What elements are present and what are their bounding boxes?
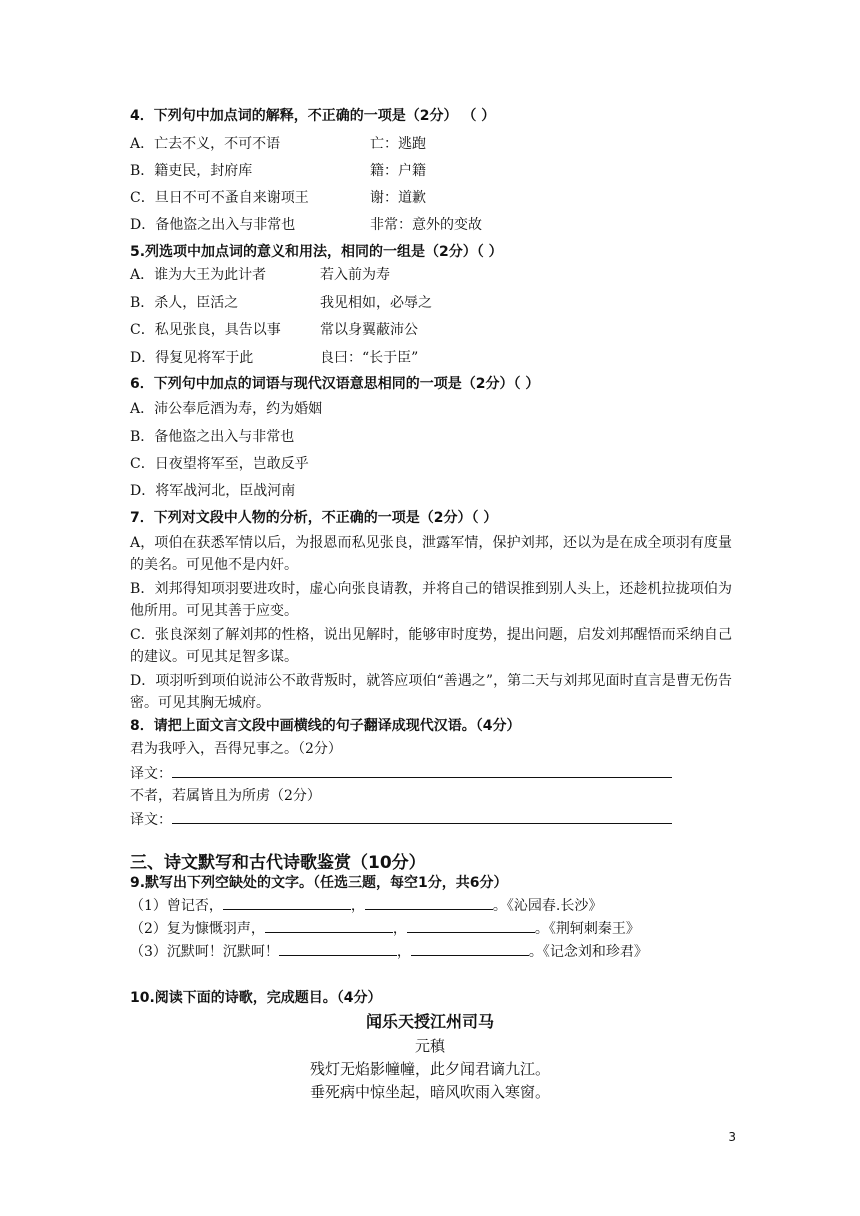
q9-item-2-prefix: （2）复为慷慨羽声， [130,921,265,937]
q4-option-b: B．籍吏民，封府库 [130,163,253,179]
q9-item-3-comma: ， [396,944,411,960]
q9-item-1-blank-b[interactable] [365,895,493,910]
q9-item-3-prefix: （3）沉默呵！沉默呵！ [130,944,279,960]
q9-item-2-blank-a[interactable] [265,918,393,933]
q9-item-1-comma: ， [350,898,365,914]
q4-option-c-gloss: 谢：道歉 [370,190,426,206]
q6-heading: 6．下列句中加点的词语与现代汉语意思相同的一项是（2分）（ ） [130,376,540,392]
q5-option-c-pair: 常以身翼蔽沛公 [320,322,418,338]
q10-heading: 10.阅读下面的诗歌，完成题目。（4分） [130,990,382,1006]
q5-option-b-pair: 我见相如，必辱之 [320,295,432,311]
q7-option-b: B．刘邦得知项羽要进攻时，虚心向张良请教，并将自己的错误推到别人头上，还趁机拉拢项伯为他所用。可见其善于应变。 [130,581,732,619]
q9-item-2-comma: ， [392,921,407,937]
q5-option-a-pair: 若入前为寿 [320,267,390,283]
q8-sentence-2: 不者，若属皆且为所虏（2分） [130,788,321,804]
section-3-title: 三、诗文默写和古代诗歌鉴赏（10分） [130,853,426,873]
q7-heading: 7．下列对文段中人物的分析，不正确的一项是（2分）（ ） [130,510,498,526]
poem-line-2: 垂死病中惊坐起，暗风吹雨入寒窗。 [309,1083,550,1101]
q4-option-a: A．亡去不义，不可不语 [130,136,281,152]
q9-heading: 9.默写出下列空缺处的文字。（任选三题，每空1分，共6分） [130,875,508,891]
q9-item-3-blank-a[interactable] [279,941,397,956]
q4-heading: 4．下列句中加点词的解释，不正确的一项是（2分） （ ） [130,108,496,124]
q6-option-a: A．沛公奉卮酒为寿，约为婚姻 [130,401,323,417]
q5-option-d: D．得复见将军于此 [130,350,254,366]
q9-item-2 [130,918,640,939]
q4-option-d-gloss: 非常：意外的变故 [370,217,482,233]
q9-item-1-source: 。《沁园春.长沙》 [492,898,603,914]
q7-option-a: A，项伯在获悉军情以后，为报恩而私见张良，泄露军情，保护刘邦，还以为是在成全项羽有度量的美名。可见他不是内奸。 [130,535,732,573]
q9-item-1 [130,895,602,916]
q8-translation-row-1 [130,763,672,784]
q4-option-a-gloss: 亡：逃跑 [370,136,426,152]
q8-translation-label-2: 译文： [130,812,172,828]
q9-item-3-source: 。《记念刘和珍君》 [528,944,648,960]
q8-sentence-1: 君为我呼入，吾得兄事之。（2分） [130,741,342,757]
q5-option-d-pair: 良曰：“长于臣” [320,350,419,366]
q5-heading: 5.列选项中加点词的意义和用法，相同的一组是（2分）（ ） [130,244,503,260]
q6-option-c: C．日夜望将军至，岂敢反乎 [130,456,309,472]
poem-title: 闻乐天授江州司马 [365,1012,494,1031]
q8-translation-blank-2[interactable] [172,809,672,824]
poem-author: 元稹 [414,1037,445,1055]
q6-option-b: B．备他盗之出入与非常也 [130,429,295,445]
q6-option-d: D．将军战河北，臣战河南 [130,483,296,499]
q8-heading: 8．请把上面文言文段中画横线的句子翻译成现代汉语。（4分） [130,718,521,734]
q5-option-c: C．私见张良，具告以事 [130,322,281,338]
q9-item-3 [130,941,648,962]
q8-translation-label-1: 译文： [130,766,172,782]
q4-option-c: C．旦日不可不蚤自来谢项王 [130,190,309,206]
page-number: 3 [728,1130,736,1144]
q9-item-1-blank-a[interactable] [223,895,351,910]
q5-option-a: A．谁为大王为此计者 [130,267,267,283]
q8-translation-row-2 [130,809,672,830]
q9-item-3-blank-b[interactable] [411,941,529,956]
q4-option-d: D．备他盗之出入与非常也 [130,217,296,233]
q5-option-b: B．杀人，臣活之 [130,295,239,311]
q7-option-d: D．项羽听到项伯说沛公不敢背叛时，就答应项伯“善遇之”，第二天与刘邦见面时直言是曹无伤告密。可见其胸无城府。 [130,673,732,711]
q4-option-b-gloss: 籍：户籍 [370,163,426,179]
q9-item-2-source: 。《荆轲刺秦王》 [534,921,640,937]
q9-item-1-prefix: （1）曾记否， [130,898,223,914]
poem-line-1: 残灯无焰影幢幢，此夕闻君谪九江。 [309,1060,550,1078]
q8-translation-blank-1[interactable] [172,763,672,778]
q7-option-c: C．张良深刻了解刘邦的性格，说出见解时，能够审时度势，提出问题，启发刘邦醒悟而采纳自己的建议。可见其足智多谋。 [130,627,732,665]
q9-item-2-blank-b[interactable] [407,918,535,933]
